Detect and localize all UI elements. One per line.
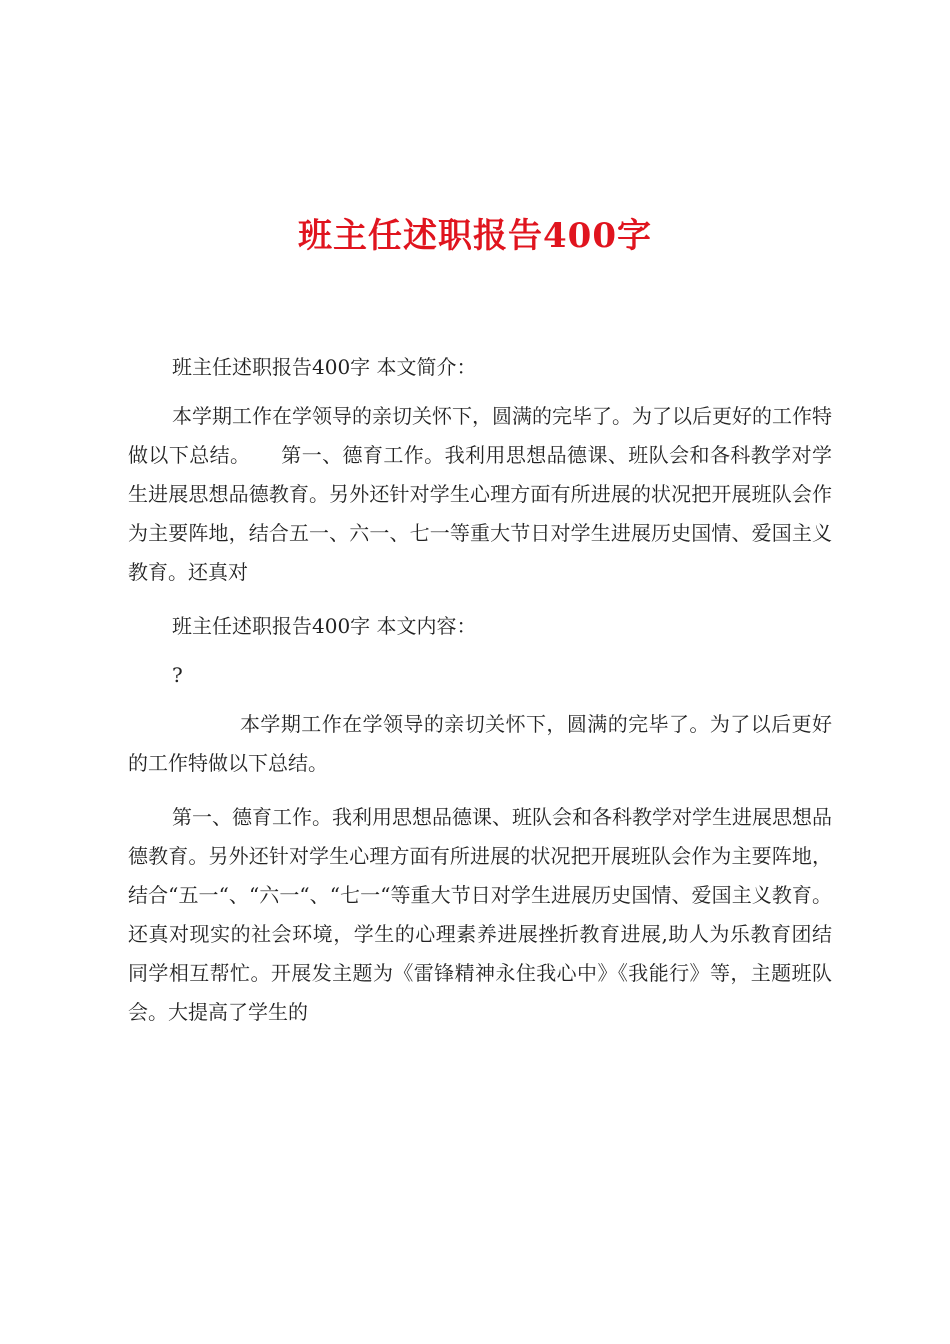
summary-paragraph: 本学期工作在学领导的亲切关怀下，圆满的完毕了。为了以后更好的工作特做以下总结。 第一、德育工作。我利用思想品德课、班队会和各科教学对学生进展思想品德教育。另外还针对学生心理方面有所进展的状况把开展班队会作为主要阵地，结合五一、六一、七一等重大节日对学生进展历史国情、爱国主义教育。还真对 bbox=[128, 404, 832, 584]
document-body bbox=[128, 348, 832, 1047]
moral-education-paragraph: 第一、德育工作。我利用思想品德课、班队会和各科教学对学生进展思想品德教育。另外还针对学生心理方面有所进展的状况把开展班队会作为主要阵地，结合“五一“、“六一“、“七一“等重大节日对学生进展历史国情、爱国主义教育。还真对现实的社会环境，学生的心理素养进展挫折教育进展,助人为乐教育团结同学相互帮忙。开展发主题为《雷锋精神永住我心中》《我能行》等，主题班队会。大提高了学生的 bbox=[128, 805, 832, 1024]
content-heading: 班主任述职报告400字 本文内容： bbox=[172, 614, 477, 638]
summary-heading: 班主任述职报告400字 本文简介： bbox=[172, 355, 477, 379]
document-title: 班主任述职报告400字 bbox=[298, 216, 652, 256]
placeholder-mark: ? bbox=[172, 663, 183, 687]
intro-paragraph: 本学期工作在学领导的亲切关怀下，圆满的完毕了。为了以后更好的工作特做以下总结。 bbox=[128, 712, 832, 775]
